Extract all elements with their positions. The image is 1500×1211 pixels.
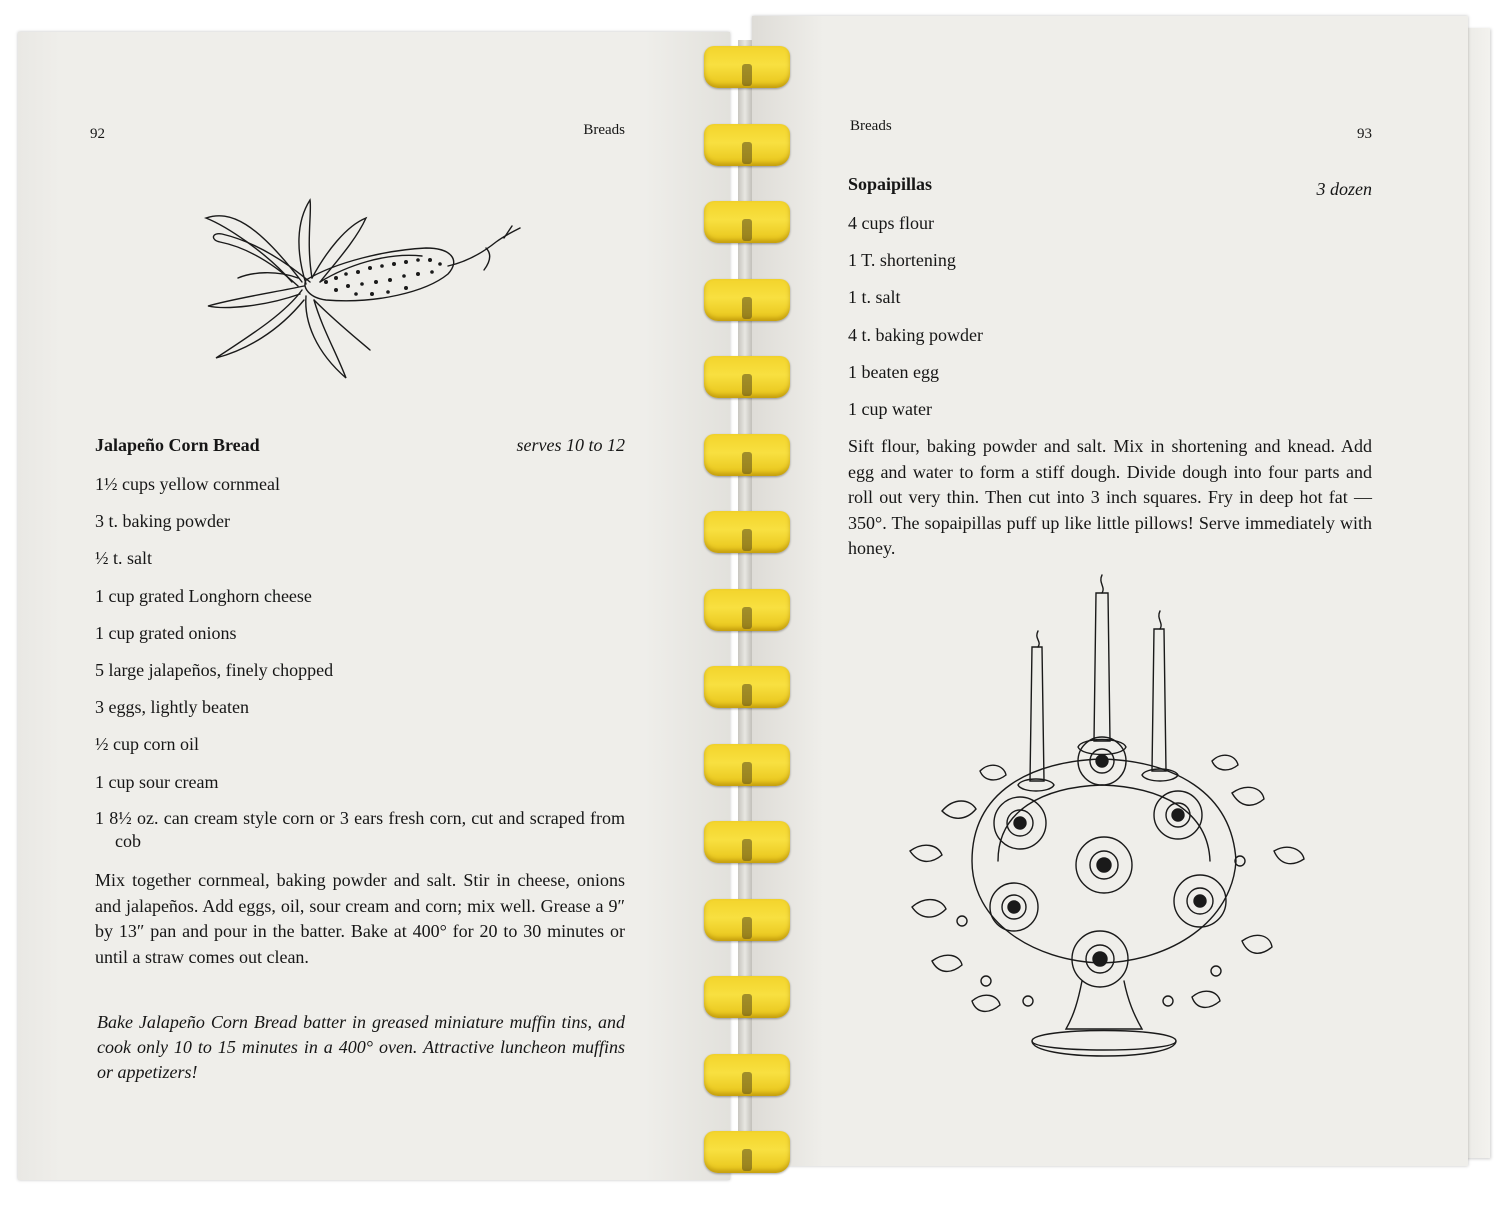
binding-hole bbox=[742, 374, 752, 396]
ingredient-item: 3 t. baking powder bbox=[95, 511, 230, 532]
section-header: Breads bbox=[850, 118, 892, 134]
ingredient-item: 1 t. salt bbox=[848, 287, 901, 308]
binding-ring bbox=[704, 511, 790, 553]
page-number: 92 bbox=[90, 126, 105, 142]
binding-ring bbox=[704, 1054, 790, 1096]
binding-ring bbox=[704, 356, 790, 398]
binding-hole bbox=[742, 142, 752, 164]
binding-hole bbox=[742, 297, 752, 319]
binding-ring bbox=[704, 899, 790, 941]
binding-hole bbox=[742, 1149, 752, 1171]
binding-ring bbox=[704, 666, 790, 708]
corn-cob-icon bbox=[186, 182, 526, 382]
binding-hole bbox=[742, 219, 752, 241]
recipe-title: Sopaipillas bbox=[848, 174, 933, 194]
recipe-note: Bake Jalapeño Corn Bread batter in greased miniature muffin tins, and cook only 10 to 15 minutes in a 400° oven. Attractive luncheon muffins or appetizers! bbox=[97, 1012, 625, 1082]
ingredient-item: 1½ cups yellow cornmeal bbox=[95, 474, 280, 494]
binding-hole bbox=[742, 762, 752, 784]
binding-ring bbox=[704, 1131, 790, 1173]
ingredient-item: ½ t. salt bbox=[95, 548, 152, 569]
binding-ring bbox=[704, 821, 790, 863]
ingredient-item: 1 cup sour cream bbox=[95, 771, 219, 792]
ingredient-item: 4 cups flour bbox=[848, 213, 934, 233]
binding-ring bbox=[704, 46, 790, 88]
ingredient-item: 1 cup grated onions bbox=[95, 622, 237, 643]
binding-hole bbox=[742, 452, 752, 474]
binding-ring bbox=[704, 589, 790, 631]
binding-ring bbox=[704, 744, 790, 786]
ingredient-list bbox=[95, 472, 625, 853]
recipe-method: Mix together cornmeal, baking powder and salt. Stir in cheese, onions and jalapeños. Add eggs, oil, sour cream and corn; mix well. Grease a 9″ by 13″ pan and pour in the batter. Bake at 400° for 20 to 30 minutes or until a straw comes out clean. bbox=[95, 870, 625, 967]
binding-hole bbox=[742, 839, 752, 861]
binding-hole bbox=[742, 64, 752, 86]
binding-ring bbox=[704, 124, 790, 166]
binding-ring bbox=[704, 279, 790, 321]
ingredient-item: ½ cup corn oil bbox=[95, 734, 199, 755]
candelabra-icon bbox=[902, 561, 1312, 1071]
binding-hole bbox=[742, 1072, 752, 1094]
right-page bbox=[752, 16, 1468, 1166]
ingredient-item: 3 eggs, lightly beaten bbox=[95, 697, 249, 718]
binding-hole bbox=[742, 607, 752, 629]
ingredient-item: 4 t. baking powder bbox=[848, 324, 983, 345]
binding-hole bbox=[742, 684, 752, 706]
binding-ring bbox=[704, 976, 790, 1018]
binding-hole bbox=[742, 529, 752, 551]
ingredient-item: 5 large jalapeños, finely chopped bbox=[95, 659, 334, 680]
ingredient-item: 1 cup grated Longhorn cheese bbox=[95, 585, 312, 606]
recipe-title: Jalapeño Corn Bread bbox=[95, 435, 260, 455]
ingredient-item: 1 T. shortening bbox=[848, 250, 956, 271]
binding-hole bbox=[742, 917, 752, 939]
left-page bbox=[18, 32, 730, 1180]
ingredient-item: 1 beaten egg bbox=[848, 361, 939, 382]
binding-ring bbox=[704, 201, 790, 243]
ingredient-item: 1 cup water bbox=[848, 398, 932, 419]
binding-hole bbox=[742, 994, 752, 1016]
page-number: 93 bbox=[1357, 126, 1372, 142]
recipe-yield: serves 10 to 12 bbox=[516, 435, 625, 455]
binding-ring bbox=[704, 434, 790, 476]
section-header: Breads bbox=[583, 122, 625, 138]
ingredient-list bbox=[848, 211, 1368, 434]
recipe-yield: 3 dozen bbox=[1316, 179, 1372, 199]
ingredient-item: 1 8½ oz. can cream style corn or 3 ears fresh corn, cut and scraped from cob bbox=[95, 807, 625, 851]
recipe-method: Sift flour, baking powder and salt. Mix in shortening and knead. Add egg and water to form a stiff dough. Divide dough into four parts and roll out very thin. Then cut into 3 inch squares. Fry in deep hot fat — 350°. The sopaipillas puff up like little pillows! Serve immediately with honey. bbox=[848, 436, 1372, 558]
